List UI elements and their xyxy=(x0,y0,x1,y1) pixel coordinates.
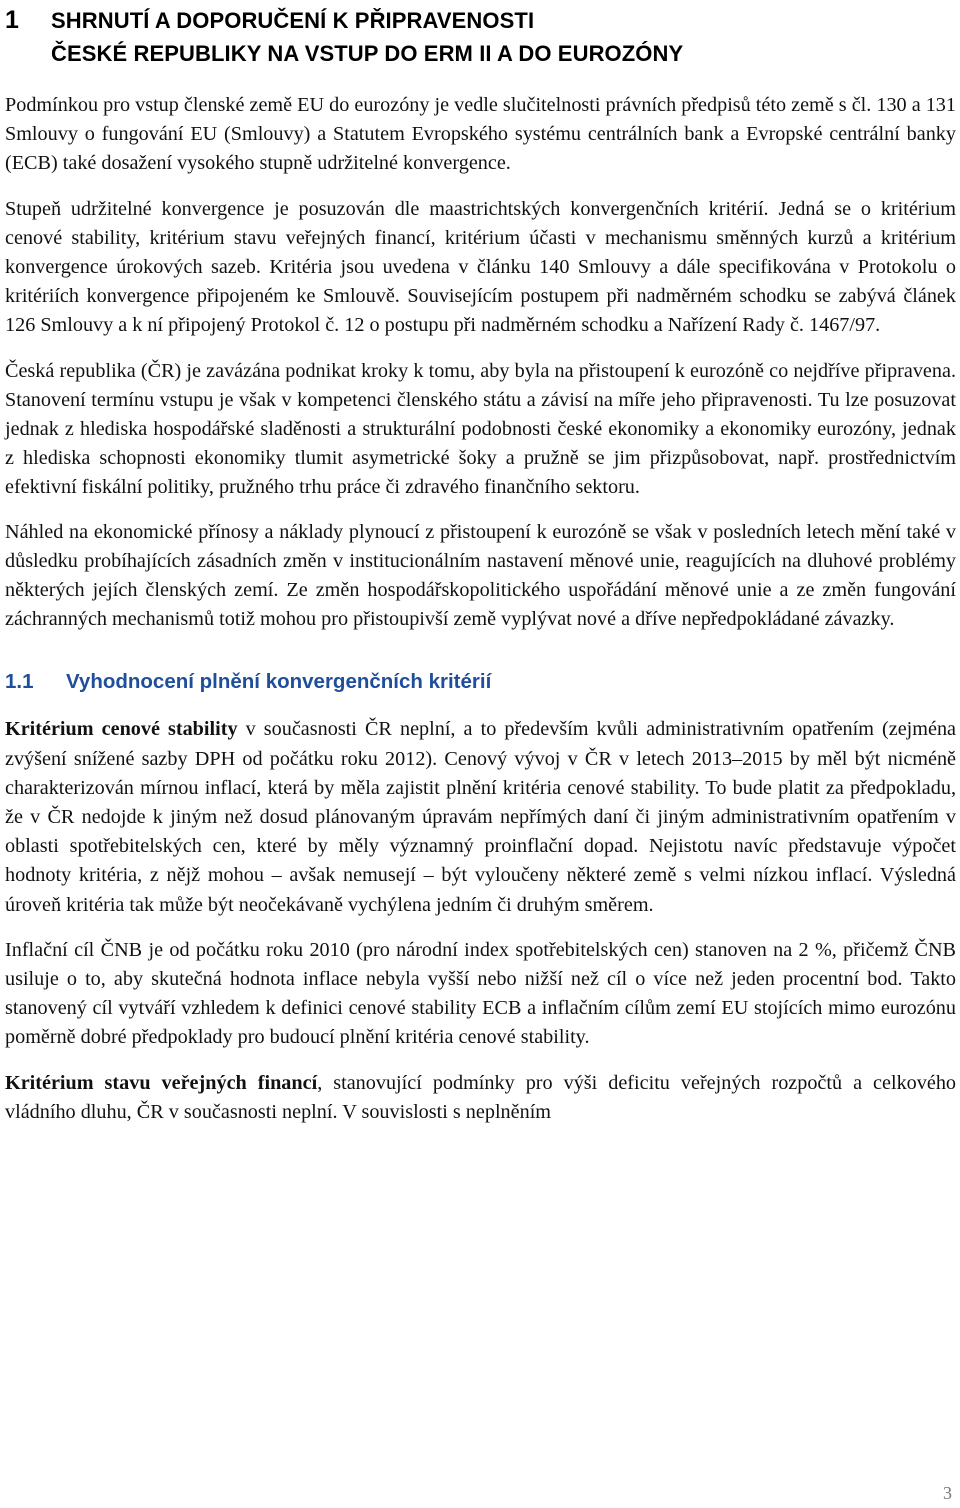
paragraph-price-stability xyxy=(5,715,956,919)
price-stability-text: v současnosti ČR neplní, a to především kvůli administrativním opatřením (zejména zvýšení snížené sazby DPH od počátku roku 2012). Cenový vývoj v ČR v letech 2013–2015 by měl být nicméně charakterizován mírnou inflací, která by měla zajistit plnění kritéria cenové stability. To bude platit za předpokladu, že v ČR nedojde k jiným než dosud plánovaným úpravám nepřímých daní či jiným administrativním opatřením v oblasti spotřebitelských cen, které by měly významný proinflační dopad. Nejistotu navíc představuje výpočet hodnoty kritéria, z nějž mohou – avšak nemusejí – být vyloučeny některé země s velmi nízkou inflací. Výsledná úroveň kritéria tak může být neočekávaně vychýlena jedním či druhým směrem. xyxy=(5,718,957,916)
paragraph-public-finances xyxy=(5,1069,956,1127)
chapter-heading xyxy=(5,0,956,70)
price-stability-term: Kritérium cenové stability xyxy=(5,718,238,741)
paragraph-entry-conditions: Podmínkou pro vstup členské země EU do eurozóny je vedle slučitelnosti právních předpisů této země s čl. 130 a 131 Smlouvy o fungování EU (Smlouvy) a Statutem Evropského systému centrálních bank a Evropské centrální banky (ECB) také dosažení vysokého stupně udržitelné konvergence. xyxy=(5,94,956,175)
document-page xyxy=(5,0,956,1127)
section-heading xyxy=(5,667,956,696)
section-title: Vyhodnocení plnění konvergenčních kritérií xyxy=(66,670,492,694)
paragraph-benefits-costs: Náhled na ekonomické přínosy a náklady plynoucí z přistoupení k eurozóně se však v posledních letech mění také v důsledku probíhajících zásadních změn v institucionálním nastavení měnové unie, reagujících na dluhové problémy některých jejích členských zemí. Ze změn hospodářskopolitického uspořádání měnové unie a ze změn fungování záchranných mechanismů totiž mohou pro přistoupivší země vyplývat nové a dříve nepředpokládané závazky. xyxy=(5,520,956,631)
chapter-number: 1 xyxy=(5,6,19,34)
chapter-title-line-2: ČESKÉ REPUBLIKY NA VSTUP DO ERM II A DO EUROZÓNY xyxy=(51,41,684,66)
section-number: 1.1 xyxy=(5,670,34,694)
paragraph-convergence-criteria: Stupeň udržitelné konvergence je posuzován dle maastrichtských konvergenčních kritérií. Jedná se o kritérium cenové stability, kritérium stavu veřejných financí, kritérium účasti v mechanismu směnných kurzů a kritérium konvergence úrokových sazeb. Kritéria jsou uvedena v článku 140 Smlouvy a dále specifikována v Protokolu o kritériích konvergence připojeném ke Smlouvě. Souvisejícím postupem při nadměrném schodku se zabývá článek 126 Smlouvy a k ní připojený Protokol č. 12 o postupu při nadměrném schodku a Nařízení Rady č. 1467/97. xyxy=(5,197,956,337)
paragraph-czech-readiness: Česká republika (ČR) je zavázána podnikat kroky k tomu, aby byla na přistoupení k eurozóně co nejdříve připravena. Stanovení termínu vstupu je však v kompetenci členského státu a závisí na míře jeho připravenosti. Tu lze posuzovat jednak z hlediska hospodářské sladěnosti a strukturální podobnosti české ekonomiky a ekonomiky eurozóny, jednak z hlediska schopnosti ekonomiky tlumit asymetrické šoky a pružně se jim přizpůsobovat, např. prostřednictvím efektivní fiskální politiky, pružného trhu práce či zdravého finančního sektoru. xyxy=(5,359,956,499)
chapter-title-line-1: SHRNUTÍ A DOPORUČENÍ K PŘIPRAVENOSTI xyxy=(51,8,535,33)
public-finances-term: Kritérium stavu veřejných financí xyxy=(5,1071,318,1094)
public-finances-text: , stanovující podmínky pro výši deficitu veřejných rozpočtů a celkového vládního dluhu, ČR v současnosti neplní. V souvislosti s neplněním xyxy=(5,1071,957,1123)
paragraph-inflation-target: Inflační cíl ČNB je od počátku roku 2010 (pro národní index spotřebitelských cen) stanoven na 2 %, přičemž ČNB usiluje o to, aby skutečná hodnota inflace nebyla vyšší nebo nižší než cíl o více než jeden procentní bod. Takto stanovený cíl vytváří vzhledem k definici cenové stability ECB a inflačním cílům zemí EU stojících mimo eurozónu poměrně dobré předpoklady pro budoucí plnění kritéria cenové stability. xyxy=(5,938,956,1049)
page-number: 3 xyxy=(943,1483,952,1503)
